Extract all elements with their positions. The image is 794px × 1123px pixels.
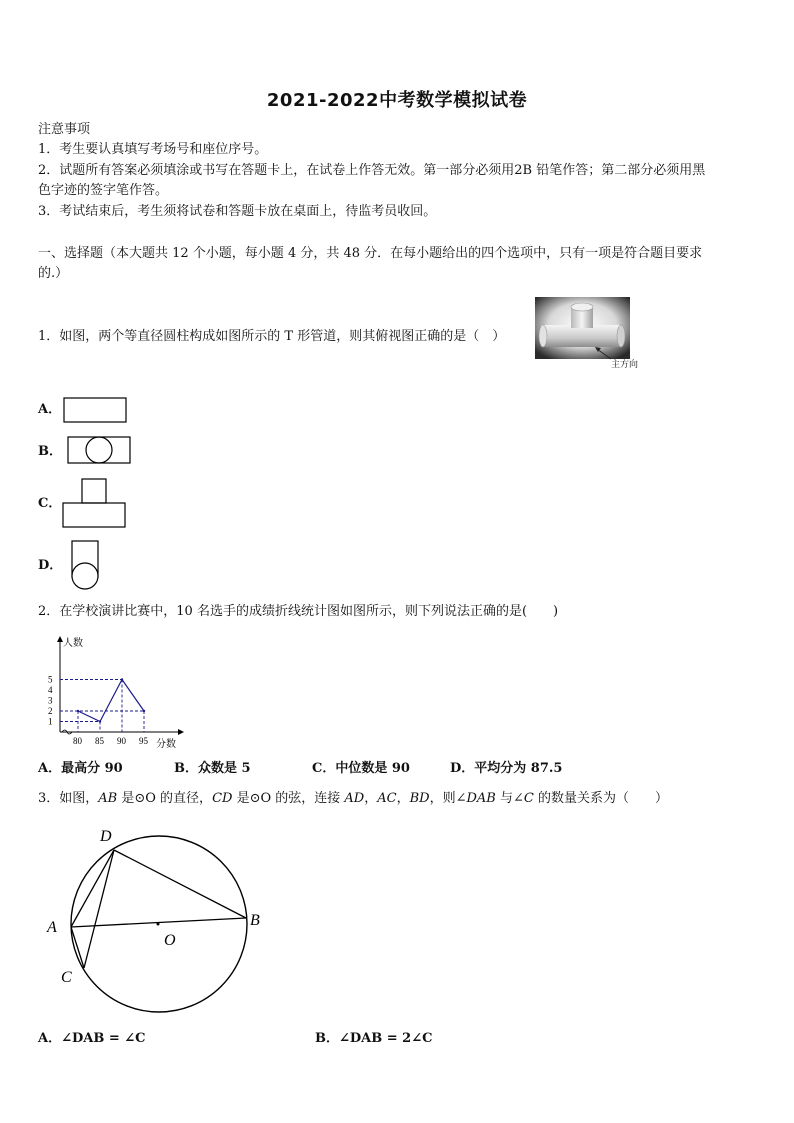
option-d-figure <box>70 540 102 596</box>
q3-option-b: B．∠DAB = 2∠C <box>315 1031 433 1046</box>
q3-stem-text: ， <box>364 791 378 806</box>
q3-stem-math: C <box>523 791 534 806</box>
y-tick-label: 4 <box>48 685 53 695</box>
q2-option-c: C．中位数是 90 <box>312 761 410 776</box>
note-item: 色字迹的签字笔作答。 <box>38 183 169 198</box>
q3-stem-math: AB <box>98 791 118 806</box>
x-axis-label: 分数 <box>156 739 176 750</box>
option-b-label: B． <box>38 444 62 459</box>
option-c-label: C． <box>38 496 62 511</box>
section-heading-cont: 的.） <box>38 266 69 281</box>
section-heading: 一、选择题（本大题共 12 个小题，每小题 4 分，共 48 分．在每小题给出的四个选项中，只有一项是符合题目要求 <box>38 246 703 261</box>
question-3-stem <box>38 789 668 809</box>
data-point <box>121 678 123 680</box>
data-point <box>143 710 145 712</box>
option-d-label: D． <box>38 558 63 573</box>
x-tick-label: 80 <box>73 736 82 746</box>
option-b-figure <box>67 436 133 470</box>
pipe-direction-caption: 主方向 <box>611 360 639 370</box>
q3-stem-text: 是⊙O 的直径， <box>117 791 213 806</box>
q3-stem-math: DAB <box>466 791 496 806</box>
option-a-label: A． <box>38 402 62 417</box>
q3-stem-math: AC <box>377 791 397 806</box>
note-item: 3．考试结束后，考生须将试卷和答题卡放在桌面上，待监考员收回。 <box>38 204 437 219</box>
q3-stem-text: 是⊙O 的弦，连接 <box>232 791 345 806</box>
x-tick-label: 95 <box>139 736 148 746</box>
point-label-a: A <box>47 919 57 936</box>
data-point <box>77 710 79 712</box>
series-line <box>78 680 144 722</box>
point-label-d: D <box>100 828 112 845</box>
question-2-options <box>38 759 562 779</box>
q3-stem-math: BD <box>409 791 430 806</box>
point-label-o: O <box>164 932 176 949</box>
y-tick-label: 2 <box>48 706 53 716</box>
x-axis-arrow <box>178 729 184 735</box>
q3-stem-text: 的数量关系为（ ） <box>533 791 668 806</box>
q2-option-a: A．最高分 90 <box>38 761 123 776</box>
point-label-c: C <box>61 969 72 986</box>
circle-geometry-figure <box>40 820 280 1024</box>
option-a-figure <box>63 397 129 429</box>
y-axis-label: 人数 <box>63 638 83 649</box>
note-item: 2．试题所有答案必须填涂或书写在答题卡上，在试卷上作答无效。第一部分必须用2B 铅笔作答；第二部分必须用黑 <box>38 163 706 178</box>
q3-stem-text: ， <box>396 791 410 806</box>
question-1-stem: 1．如图，两个等直径圆柱构成如图所示的 T 形管道，则其俯视图正确的是（ ） <box>38 329 506 344</box>
q3-stem-text: 3．如图， <box>38 791 99 806</box>
q3-option-a: A．∠DAB = ∠C <box>38 1031 146 1046</box>
y-tick-label: 5 <box>48 674 53 685</box>
note-item: 1．考生要认真填写考场号和座位序号。 <box>38 142 268 157</box>
option-c-figure <box>62 478 128 534</box>
notes-heading: 注意事项 <box>38 122 91 137</box>
page-title: 2021-2022中考数学模拟试卷 <box>266 90 528 111</box>
question-2-stem: 2．在学校演讲比赛中，10 名选手的成绩折线统计图如图所示，则下列说法正确的是( ) <box>38 604 559 619</box>
score-line-chart <box>40 632 190 756</box>
x-tick-label: 90 <box>117 736 126 746</box>
q3-stem-text: 与∠ <box>495 791 524 806</box>
q2-option-d: D．平均分为 87.5 <box>450 761 563 776</box>
y-tick-label: 1 <box>48 716 53 727</box>
x-tick-label: 85 <box>95 736 104 746</box>
q3-stem-math: AD <box>344 791 365 806</box>
point-label-b: B <box>250 912 260 929</box>
data-point <box>99 720 101 722</box>
y-tick-label: 3 <box>48 695 53 706</box>
q3-stem-math: CD <box>212 791 233 806</box>
q2-option-b: B．众数是 5 <box>174 761 251 776</box>
q3-stem-text: ，则∠ <box>429 791 467 806</box>
